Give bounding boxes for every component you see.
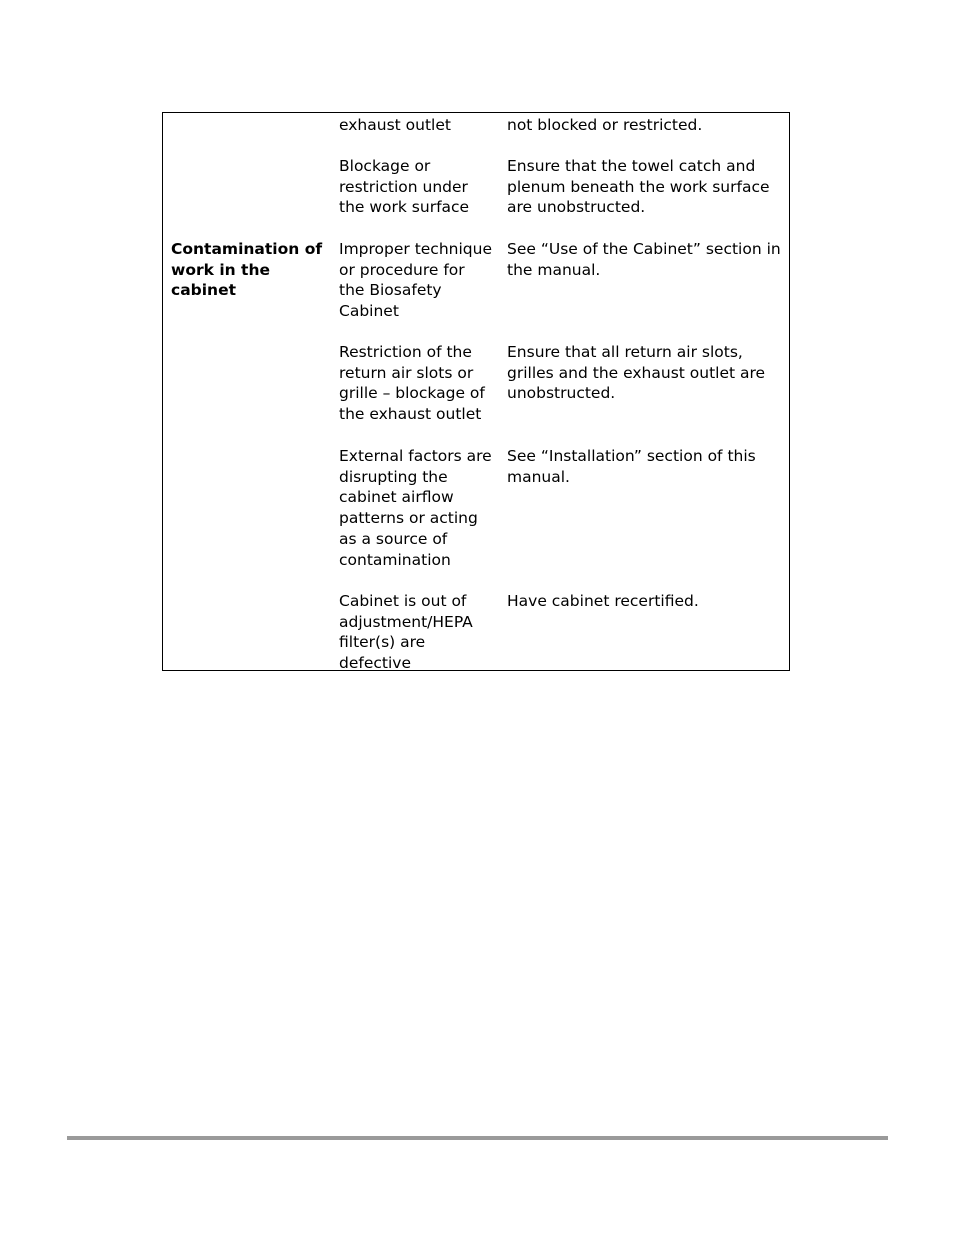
- solution-line: Ensure that all return air slots,: [507, 343, 743, 361]
- table-cell-solution: [507, 156, 770, 218]
- cause-line: filter(s) are: [339, 633, 426, 652]
- cause-line: Cabinet: [339, 302, 399, 321]
- cause-line: disrupting the: [339, 467, 448, 486]
- solution-line: plenum beneath the work surface: [507, 177, 770, 196]
- table-cell-solution: [507, 115, 702, 136]
- solution-line: See “Installation” section of this: [507, 447, 756, 465]
- table-cell-solution: [507, 239, 781, 280]
- symptom-line: cabinet: [171, 281, 237, 300]
- solution-line: Have cabinet recertified.: [507, 592, 699, 610]
- solution-line: the manual.: [507, 260, 601, 279]
- cause-line: or procedure for: [339, 260, 465, 279]
- cause-line: cabinet airflow: [339, 488, 454, 507]
- cause-line: the exhaust outlet: [339, 405, 482, 424]
- table-cell-cause: [339, 591, 473, 674]
- cause-line: as a source of: [339, 529, 448, 548]
- cause-line: the work surface: [339, 198, 470, 217]
- cause-line: adjustment/HEPA: [339, 612, 473, 631]
- table-cell-solution: [507, 446, 756, 487]
- cause-line: grille – blockage of: [339, 384, 485, 403]
- solution-line: Ensure that the towel catch and: [507, 157, 756, 175]
- cause-line: External factors are: [339, 447, 492, 465]
- cause-line: return air slots or: [339, 363, 474, 382]
- cause-line: Cabinet is out of: [339, 592, 467, 610]
- solution-line: are unobstructed.: [507, 198, 646, 217]
- cause-line: patterns or acting: [339, 509, 478, 528]
- solution-line: grilles and the exhaust outlet are: [507, 363, 766, 382]
- solution-line: See “Use of the Cabinet” section in: [507, 240, 781, 258]
- table-cell-cause: [339, 342, 485, 425]
- troubleshooting-table: [162, 112, 790, 671]
- cause-line: exhaust outlet: [339, 116, 451, 134]
- solution-line: not blocked or restricted.: [507, 116, 703, 134]
- table-cell-solution: [507, 591, 699, 612]
- solution-line: unobstructed.: [507, 384, 616, 403]
- symptom-line: work in the: [171, 260, 271, 279]
- table-cell-cause: [339, 446, 492, 570]
- footer-divider: [67, 1136, 888, 1140]
- table-cell-cause: [339, 115, 451, 136]
- cause-line: contamination: [339, 550, 451, 569]
- cause-line: the Biosafety: [339, 281, 442, 300]
- symptom-line: Contamination of: [171, 240, 323, 258]
- table-cell-cause: [339, 156, 469, 218]
- table-cell-solution: [507, 342, 765, 404]
- cause-line: restriction under: [339, 177, 468, 196]
- table-cell-symptom: [171, 239, 322, 301]
- cause-line: Improper technique: [339, 240, 492, 258]
- cause-line: defective: [339, 654, 411, 673]
- cause-line: Blockage or: [339, 157, 431, 175]
- solution-line: manual.: [507, 467, 570, 486]
- cause-line: Restriction of the: [339, 343, 472, 361]
- table-cell-cause: [339, 239, 492, 322]
